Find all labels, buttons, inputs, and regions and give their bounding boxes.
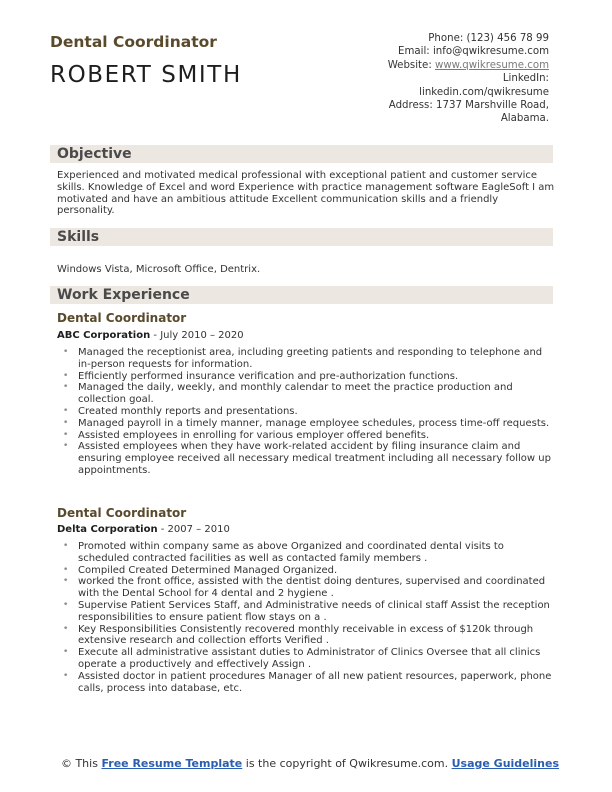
job-1-dates: - July 2010 – 2020 [150, 330, 244, 341]
job-2-title: Dental Coordinator [57, 506, 187, 520]
skills-text: Windows Vista, Microsoft Office, Dentrix. [57, 264, 261, 275]
list-item: • worked the front office, assisted with the dentist doing dentures, supervised and coordinated with the Dental School for 4 dental and 2 hygiene . [57, 576, 557, 600]
contact-phone: Phone: (123) 456 78 99 [428, 33, 549, 44]
list-item: • Assisted employees when they have work-related accident by filing insurance claim and ensuring employee received all necessary medical treatment including all necessary follow up appointments. [57, 441, 557, 476]
list-item: • Created monthly reports and presentations. [57, 406, 557, 418]
website-link[interactable]: www.qwikresume.com [434, 59, 549, 71]
job-1-company: ABC Corporation [57, 330, 151, 341]
skills-section-header [50, 228, 553, 246]
footer-middle: is the copyright of Qwikresume.com. [242, 757, 452, 770]
footer-prefix: © This [60, 757, 102, 770]
job-2-dates: - 2007 – 2010 [157, 524, 230, 535]
list-item: • Key Responsibilities Consistently recovered monthly receivable in excess of $120k through extensive research and collection efforts Verified . [57, 624, 557, 648]
contact-linkedin-value: linkedin.com/qwikresume [419, 86, 549, 98]
list-item: • Supervise Patient Services Staff, and Administrative needs of clinical staff Assist the reception responsibilities to ensure patient flow stays on a . [57, 600, 557, 624]
contact-address-line2: Alabama. [500, 113, 549, 125]
list-item: • Promoted within company same as above Organized and coordinated dental visits to scheduled contracted facilities as well as contacted family members . [57, 541, 557, 565]
job-2-company: Delta Corporation [57, 524, 158, 535]
objective-section-header [50, 145, 553, 163]
list-item: • Managed the daily, weekly, and monthly calendar to meet the practice production and collection goal. [57, 382, 557, 406]
contact-address-line1: Address: 1737 Marshville Road, [388, 100, 549, 112]
contact-website [309, 59, 549, 72]
website-label: Website: [387, 59, 435, 71]
free-resume-template-link[interactable]: Free Resume Template [101, 757, 243, 770]
contact-linkedin-label: LinkedIn: [502, 73, 549, 85]
skills-heading: Skills [57, 229, 100, 245]
experience-heading: Work Experience [57, 287, 190, 303]
copyright-footer [60, 757, 560, 770]
experience-section-header [50, 286, 553, 304]
list-item: • Assisted doctor in patient procedures Manager of all new patient resources, paperwork, phone calls, process into database, etc. [57, 671, 557, 695]
list-item: • Managed the receptionist area, including greeting patients and responding to telephone and in-person requests for information. [57, 347, 557, 371]
contact-block [309, 32, 549, 126]
resume-job-title: Dental Coordinator [50, 33, 217, 51]
job-1-title: Dental Coordinator [57, 311, 187, 325]
job-1-responsibilities [57, 347, 557, 477]
job-2-company-line [57, 524, 230, 535]
list-item: • Execute all administrative assistant duties to Administrator of Clinics Oversee that all clinics operate a productively and effectively Assign . [57, 647, 557, 671]
list-item: • Efficiently performed insurance verification and pre-authorization functions. [57, 371, 557, 383]
list-item: • Managed payroll in a timely manner, manage employee schedules, process time-off requests. [57, 418, 557, 430]
candidate-name: ROBERT SMITH [50, 62, 242, 88]
list-item: • Compiled Created Determined Managed Organized. [57, 565, 557, 577]
job-1-company-line [57, 330, 244, 341]
usage-guidelines-link[interactable]: Usage Guidelines [451, 757, 560, 770]
list-item: • Assisted employees in enrolling for various employer offered benefits. [57, 430, 557, 442]
contact-email: Email: info@qwikresume.com [398, 46, 549, 58]
objective-text: Experienced and motivated medical professional with exceptional patient and customer service skills. Knowledge of Excel and word Experience with practice management software EagleSoft I am motivated and have an ambitious attitude Excellent communication skills and a friendly personality. [57, 170, 555, 217]
objective-heading: Objective [57, 146, 132, 162]
job-2-responsibilities [57, 541, 557, 694]
